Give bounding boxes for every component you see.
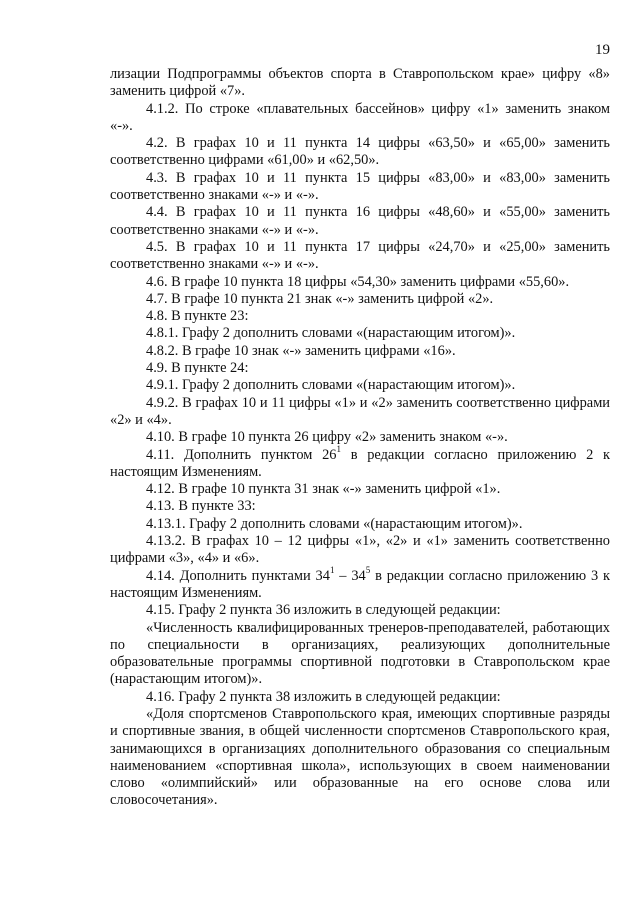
paragraph-4-8-2: 4.8.2. В графе 10 знак «-» заменить цифрами «16». xyxy=(146,342,456,359)
paragraph-4-9-2: 4.9.2. В графах 10 и 11 цифры «1» и «2» заменить соответственно цифрами «2» и «4». xyxy=(110,394,610,428)
paragraph-4-14-text-a: 4.14. Дополнить пунктами 34 xyxy=(146,567,330,584)
paragraph-4-11-text-b: в редакции согласно приложению 2 к настоящим Изменениям. xyxy=(110,446,610,480)
superscript-5: 5 xyxy=(365,564,371,575)
paragraph-4-11 xyxy=(110,443,610,482)
paragraph-4-8-1: 4.8.1. Графу 2 дополнить словами «(нарастающим итогом)». xyxy=(146,325,516,342)
page-number: 19 xyxy=(595,42,610,58)
superscript-1: 1 xyxy=(329,564,335,575)
paragraph-4-14-text-b: – 34 xyxy=(334,567,366,584)
document-body xyxy=(110,66,610,810)
superscript-1: 1 xyxy=(336,443,341,454)
paragraph-4-4: 4.4. В графах 10 и 11 пункта 16 цифры «48,60» и «55,00» заменить соответственно знаками «-» и «-». xyxy=(110,204,610,238)
paragraph-4-6: 4.6. В графе 10 пункта 18 цифры «54,30» заменить цифрами «55,60». xyxy=(146,273,570,290)
paragraph-4-9-1: 4.9.1. Графу 2 дополнить словами «(нарастающим итогом)». xyxy=(146,377,516,394)
paragraph-4-2: 4.2. В графах 10 и 11 пункта 14 цифры «63,50» и «65,00» заменить соответственно цифрами «61,00» и «62,50». xyxy=(110,135,610,169)
paragraph-4-15: 4.15. Графу 2 пункта 36 изложить в следующей редакции: xyxy=(146,602,501,619)
paragraph-4-14 xyxy=(110,564,610,603)
paragraph-4-13-2: 4.13.2. В графах 10 – 12 цифры «1», «2» и «1» заменить соответственно цифрами «3», «4» и «6». xyxy=(110,533,610,567)
quoted-text-trainers: «Численность квалифицированных тренеров-преподавателей, работающих по специальности в организациях, реализующих дополнительные образовательные программы спортивной подготовки в Ставропольском крае (нарастающим итогом)». xyxy=(110,619,610,688)
paragraph-4-10: 4.10. В графе 10 пункта 26 цифру «2» заменить знаком «-». xyxy=(146,429,508,446)
paragraph-4-8: 4.8. В пункте 23: xyxy=(146,308,249,325)
paragraph-4-13: 4.13. В пункте 33: xyxy=(146,498,256,515)
paragraph-4-1-2: 4.1.2. По строке «плавательных бассейнов» цифру «1» заменить знаком «-». xyxy=(110,100,610,134)
paragraph-4-3: 4.3. В графах 10 и 11 пункта 15 цифры «83,00» и «83,00» заменить соответственно знаками «-» и «-». xyxy=(110,169,610,204)
paragraph-4-9: 4.9. В пункте 24: xyxy=(146,360,249,377)
paragraph-4-13-1: 4.13.1. Графу 2 дополнить словами «(нарастающим итогом)». xyxy=(146,515,523,532)
paragraph-4-11-text-a: 4.11. Дополнить пунктом 26 xyxy=(146,446,337,463)
paragraph-4-5: 4.5. В графах 10 и 11 пункта 17 цифры «24,70» и «25,00» заменить соответственно знаками «-» и «-». xyxy=(110,238,610,273)
paragraph-4-12: 4.12. В графе 10 пункта 31 знак «-» заменить цифрой «1». xyxy=(146,481,501,498)
paragraph-4-14-text-c: в редакции согласно приложению 3 к настоящим Изменениям. xyxy=(110,567,610,601)
paragraph-4-16: 4.16. Графу 2 пункта 38 изложить в следующей редакции: xyxy=(146,688,501,705)
paragraph-4-7: 4.7. В графе 10 пункта 21 знак «-» заменить цифрой «2». xyxy=(146,290,494,307)
paragraph-continuation: лизации Подпрограммы объектов спорта в Ставропольском крае» цифру «8» заменить цифрой «7». xyxy=(110,66,610,100)
quoted-text-athletes: «Доля спортсменов Ставропольского края, имеющих спортивные разряды и спортивные звания, в общей численности спортсменов Ставропольского края, занимающихся в организациях дополнительного образования со специальным наименованием «спортивная школа», использующих в своем наименовании слово «олимпийский» или образованные на его основе слова или словосочетания». xyxy=(110,705,610,809)
